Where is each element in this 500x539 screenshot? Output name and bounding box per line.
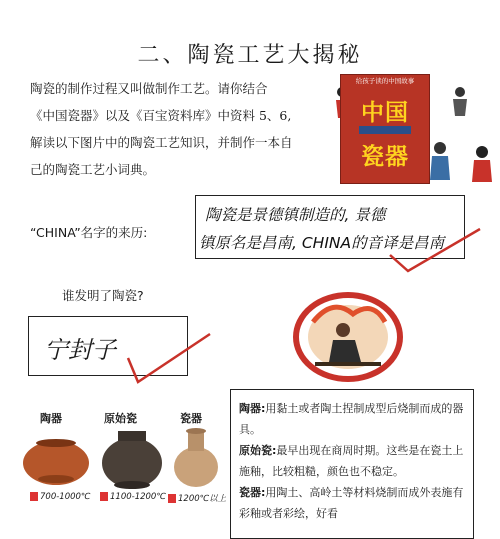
red-check-mark-icon [380, 225, 490, 285]
figure-right-icon [430, 87, 492, 182]
vessel-temperature [168, 492, 226, 504]
vessel-temp-text: 1100-1200℃ [110, 492, 166, 502]
glossary-term: 原始瓷: [239, 444, 277, 457]
intro-line: 解读以下图片中的陶瓷工艺知识，并制作一本自 [30, 135, 293, 150]
glossary-entry [239, 398, 465, 440]
pottery-jar-icon [23, 439, 89, 485]
vessel-temperature [30, 492, 90, 502]
glossary-term: 瓷器: [239, 486, 266, 499]
glossary-definition: 用黏土或者陶土捏制成型后烧制而成的器具。 [239, 402, 464, 436]
inventor-answer: 宁封子 [44, 336, 116, 364]
vessel-temp-text: 1200℃以上 [178, 494, 227, 504]
glossary-definition: 最早出现在商周时期。这些是在瓷土上施釉，比较粗糙，颜色也不稳定。 [239, 444, 464, 478]
glossary-box [230, 389, 474, 539]
inventor-question: 谁发明了陶瓷? [62, 288, 144, 303]
book-cover-image [340, 74, 430, 184]
china-origin-question: “CHINA”名字的来历: [30, 225, 148, 240]
vessel-label: 瓷器 [180, 412, 202, 425]
vessels-illustration [16, 425, 226, 491]
red-check-mark-icon [118, 330, 218, 392]
glossary-definition: 用陶土、高岭土等材料烧制而成外表施有彩釉或者彩绘，好看 [239, 486, 464, 520]
book-pattern-icon [359, 123, 411, 137]
section-title: 二、陶瓷工艺大揭秘 [137, 43, 363, 68]
temp-marker-icon [168, 494, 176, 503]
vessel-label: 原始瓷 [104, 412, 137, 425]
glossary-entry [239, 482, 465, 524]
porcelain-vase-icon [174, 428, 218, 487]
vessel-temp-text: 700-1000℃ [40, 492, 91, 502]
glossary-entry [239, 440, 465, 482]
intro-line: 陶瓷的制作过程又叫做制作工艺。请你结合 [30, 81, 268, 96]
intro-line: 己的陶瓷工艺小词典。 [30, 162, 156, 177]
intro-paragraph [30, 75, 330, 183]
proto-porcelain-jar-icon [102, 431, 162, 489]
book-title-word1: 中国 [361, 100, 409, 126]
vessel-label: 陶器 [40, 412, 62, 425]
temp-marker-icon [100, 492, 108, 501]
book-title-word2: 瓷器 [361, 144, 409, 170]
book-top-text: 给孩子读的中国故事 [355, 77, 415, 85]
vessel-temperature [100, 492, 166, 502]
china-answer-line: 陶瓷是景德镇制造的, 景德 [205, 206, 386, 224]
china-answer-line: 镇原名是昌南, CHINA的音译是昌南 [199, 234, 445, 252]
temp-marker-icon [30, 492, 38, 501]
ningfengzi-illustration [293, 292, 403, 382]
intro-line: 《中国瓷器》以及《百宝资料库》中资料 5、6, [30, 108, 292, 123]
glossary-term: 陶器: [239, 402, 266, 415]
